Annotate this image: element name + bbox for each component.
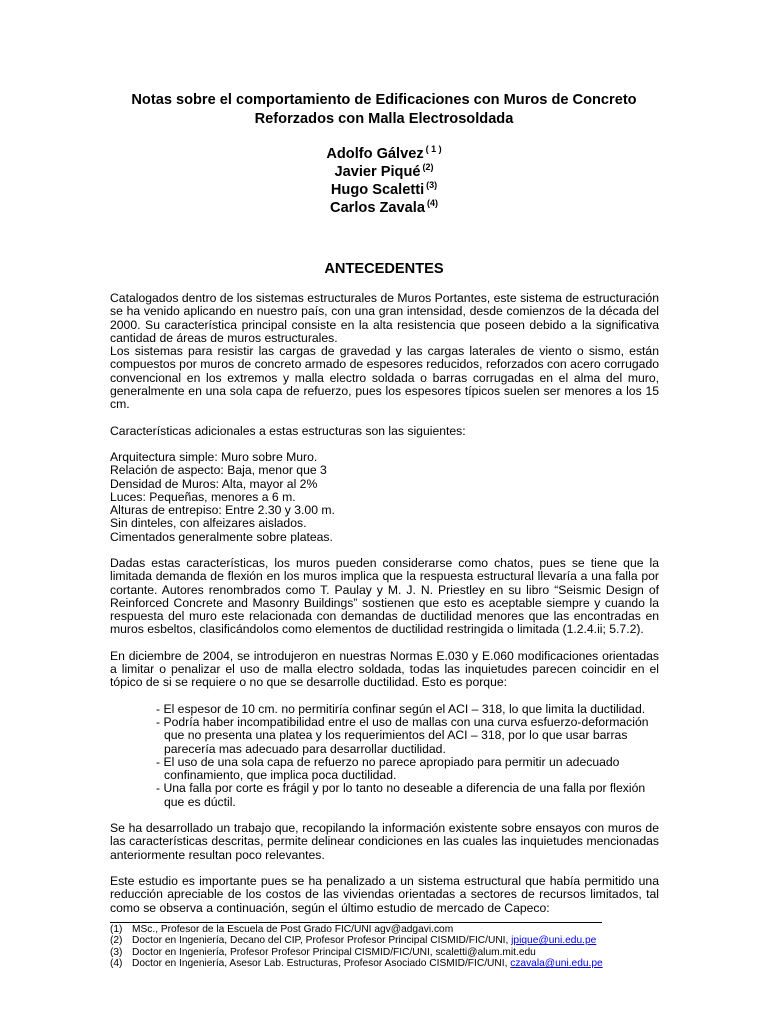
author-list: [0, 145, 768, 217]
title-line-1: Notas sobre el comportamiento de Edificaciones con Muros de Concreto: [131, 92, 637, 108]
author-3: [0, 181, 768, 199]
characteristic-item: Alturas de entrepiso: Entre 2.30 y 3.00 m.: [110, 503, 335, 517]
footnote-3: [110, 947, 670, 958]
characteristic-item: Arquitectura simple: Muro sobre Muro.: [110, 450, 318, 464]
paper-title: [100, 91, 668, 129]
section-heading: ANTECEDENTES: [324, 261, 444, 277]
author-footnote-mark: (4): [426, 198, 438, 208]
paragraph-norms: En diciembre de 2004, se introdujeron en nuestras Normas E.030 y E.060 modificaciones orientadas a limitar o penalizar el uso de malla electro soldada, todas las inquietudes parecen coincidir en el tópico de si se requiere o no que se desarrolle ductilidad. Esto es porque:: [110, 648, 659, 690]
author-footnote-mark: (2): [422, 162, 434, 172]
footnote-number: (3): [110, 946, 123, 958]
footnote-text: Doctor en Ingeniería, Asesor Lab. Estructuras, Profesor Asociado CISMID/FIC/UNI,: [132, 958, 511, 970]
characteristic-item: Cimentados generalmente sobre plateas.: [110, 529, 333, 544]
footnote-divider: [110, 922, 602, 923]
email-link-czavala[interactable]: czavala@uni.edu.pe: [510, 958, 603, 970]
author-2: [0, 163, 768, 181]
footnote-text: MSc., Profesor de la Escuela de Post Grado FIC/UNI agv@adgavi.com: [132, 924, 454, 935]
author-footnote-mark: ( 1 ): [425, 144, 442, 154]
paragraph-characteristics-intro: Características adicionales a estas estructuras son las siguientes:: [110, 423, 466, 438]
footnote-text: Doctor en Ingeniería, Decano del CIP, Profesor Profesor Principal CISMID/FIC/UNI,: [132, 935, 512, 947]
author-name: Hugo Scaletti: [330, 182, 425, 198]
footnote-number: (4): [110, 958, 123, 970]
paragraph-study: Se ha desarrollado un trabajo que, recopilando la información existente sobre ensayos con muros de las características descritas, permite delinear condiciones en las cuales las inquietudes mencionadas anteriormente resultan poco relevantes.: [110, 821, 659, 862]
concerns-list: [110, 703, 659, 809]
concern-item: - El espesor de 10 cm. no permitiría confinar según el ACI – 318, lo que limita la ductilidad.: [156, 701, 646, 716]
footnotes: [110, 924, 670, 970]
characteristics-list: [110, 451, 659, 544]
footnote-number: (2): [110, 935, 123, 947]
paragraph-systems: Los sistemas para resistir las cargas de gravedad y las cargas laterales de viento o sismo, están compuestos por muros de concreto armado de espesores reducidos, reforzados con acero corrugado convencional en los extremos y malla electro soldada o barras corrugadas en el alma del muro, generalmente en una sola capa de refuerzo, pues los espesores típicos suelen ser menores a los 15 cm.: [110, 344, 659, 411]
footnote-1: [110, 924, 670, 935]
footnote-2: [110, 935, 670, 946]
characteristic-item: Luces: Pequeñas, menores a 6 m.: [110, 489, 296, 504]
author-4: [0, 199, 768, 217]
concern-item: - Podría haber incompatibilidad entre el uso de mallas con una curva esfuerzo-deformación que no presenta una platea y los requerimientos del ACI – 318, por lo que usar barras parecería mas adecuado para desarrollar ductilidad.: [156, 715, 649, 756]
author-1: [0, 145, 768, 163]
author-name: Carlos Zavala: [330, 200, 425, 216]
paragraph-importance: Este estudio es importante pues se ha penalizado a un sistema estructural que había permitido una reducción apreciable de los costos de las viviendas orientadas a sectores de recursos limitados, tal como se observa a continuación, según el último estudio de mercado de Capeco:: [110, 874, 659, 915]
paragraph-ductility: Dadas estas características, los muros pueden considerarse como chatos, pues se tiene que la limitada demanda de flexión en los muros implica que la respuesta estructural llevaría a una falla por cortante. Autores renombrados como T. Paulay y M. J. N. Priestley en su libro “Seismic Design of Reinforced Concrete and Masonry Buildings” sostienen que esto es aceptable siempre y cuando la respuesta del muro este relacionada con demandas de ductilidad menores que las encontradas en muros esbeltos, clasificándolos como elementos de ductilidad restringida o limitada (1.2.4.ii; 5.7.2).: [110, 556, 659, 637]
footnote-text: Doctor en Ingeniería, Profesor Profesor Principal CISMID/FIC/UNI, scaletti@alum.mit.edu: [132, 946, 536, 958]
body-text: [110, 292, 659, 915]
title-line-2: Reforzados con Malla Electrosoldada: [254, 111, 514, 127]
concern-item: - Una falla por corte es frágil y por lo tanto no deseable a diferencia de una falla por flexión que es dúctil.: [156, 781, 646, 809]
concern-item: - El uso de una sola capa de refuerzo no parece apropiado para permitir un adecuado confinamiento, que implica poca ductilidad.: [156, 754, 620, 782]
paragraph-intro: Catalogados dentro de los sistemas estructurales de Muros Portantes, este sistema de estructuración se ha venido aplicando en nuestro país, con una gran intensidad, desde comienzos de la década del 2000. Su característica principal consiste en la alta resistencia que poseen debido a la significativa cantidad de áreas de muros estructurales.: [110, 291, 659, 345]
characteristic-item: Sin dinteles, con alfeizares aislados.: [110, 516, 307, 531]
author-footnote-mark: (3): [426, 180, 438, 190]
characteristic-item: Relación de aspecto: Baja, menor que 3: [110, 463, 327, 478]
characteristic-item: Densidad de Muros: Alta, mayor al 2%: [110, 476, 318, 491]
footnote-4: [110, 958, 670, 969]
footnote-number: (1): [110, 924, 123, 935]
author-name: Javier Piqué: [334, 164, 421, 180]
author-name: Adolfo Gálvez: [326, 146, 424, 162]
email-link-jpique[interactable]: jpique@uni.edu.pe: [511, 935, 597, 947]
